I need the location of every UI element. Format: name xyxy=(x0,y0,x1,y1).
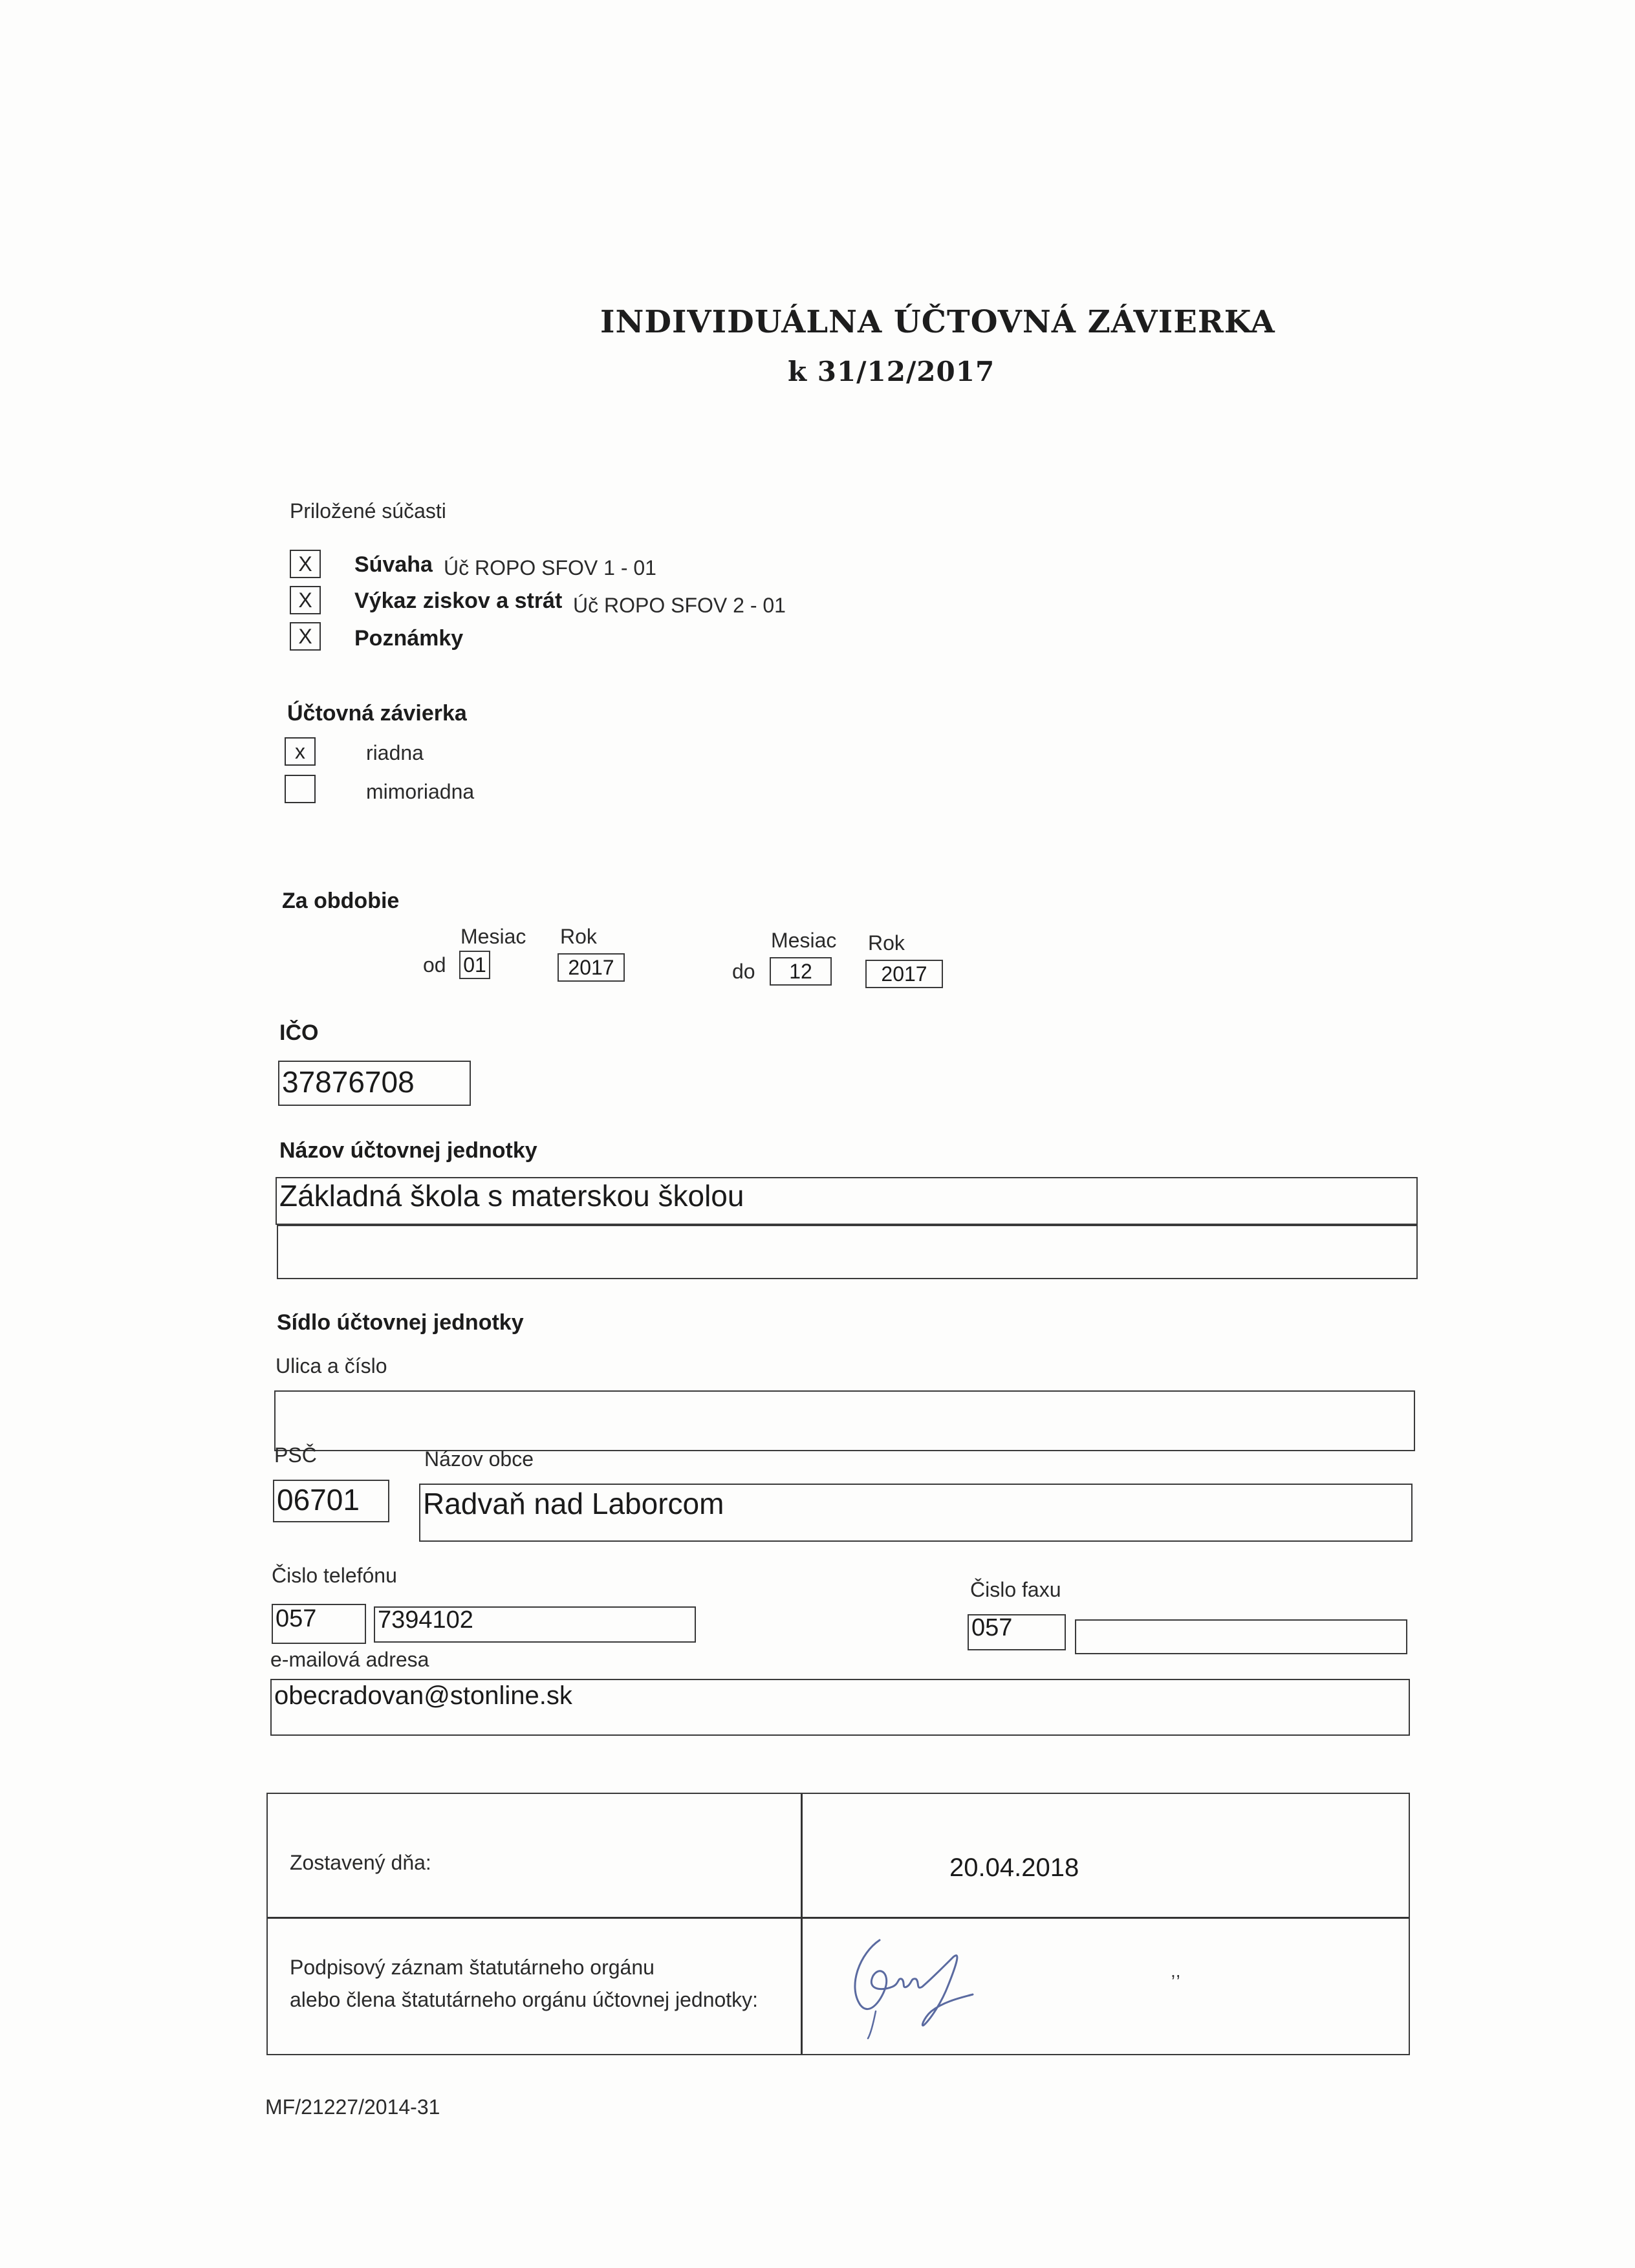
attachment-code-vykaz: Úč ROPO SFOV 2 - 01 xyxy=(573,594,786,617)
period-from-month-label: Mesiac xyxy=(460,925,526,948)
entity-name-line1-value: Základná škola s materskou školou xyxy=(279,1179,744,1213)
phone-label: Čislo telefónu xyxy=(272,1564,397,1587)
period-label: Za obdobie xyxy=(282,889,400,913)
closing-type-riadna-label: riadna xyxy=(366,741,424,764)
fax-prefix-field[interactable] xyxy=(968,1614,1066,1650)
period-to-year-field[interactable] xyxy=(865,960,943,988)
fax-number-field[interactable] xyxy=(1075,1619,1407,1654)
address-label: Sídlo účtovnej jednotky xyxy=(277,1310,524,1335)
signature-label-line2: alebo člena štatutárneho orgánu účtovnej jednotky: xyxy=(290,1988,759,2011)
attachments-label: Priložené súčasti xyxy=(290,499,446,523)
attachment-name-vykaz: Výkaz ziskov a strát xyxy=(354,589,563,613)
attachment-name-suvaha: Súvaha xyxy=(354,552,433,577)
period-to-year-label: Rok xyxy=(868,931,905,955)
closing-type-mimoriadna-label: mimoriadna xyxy=(366,780,475,803)
fax-label: Čislo faxu xyxy=(970,1578,1061,1601)
entity-name-line1-field[interactable] xyxy=(276,1177,1418,1225)
closing-type-checkbox-mimoriadna[interactable] xyxy=(285,775,316,803)
street-label: Ulica a číslo xyxy=(276,1354,387,1377)
ico-value: 37876708 xyxy=(282,1065,415,1099)
compiled-label: Zostavený dňa: xyxy=(290,1851,431,1874)
closing-type-label: Účtovná závierka xyxy=(287,701,467,726)
signature-label-line1: Podpisový záznam štatutárneho orgánu xyxy=(290,1956,655,1979)
document-date: k 31/12/2017 xyxy=(788,356,995,387)
signature-table-divider-vertical xyxy=(801,1794,803,2054)
phone-number-field[interactable] xyxy=(374,1606,696,1643)
phone-prefix-value: 057 xyxy=(276,1605,317,1632)
street-field[interactable] xyxy=(274,1390,1415,1451)
signature-mark: ,, xyxy=(1171,1961,1181,1981)
city-field[interactable] xyxy=(419,1484,1413,1542)
period-from-month-field[interactable] xyxy=(459,951,490,979)
period-from-label: od xyxy=(423,953,446,977)
email-value: obecradovan@stonline.sk xyxy=(274,1681,572,1710)
attachment-checkbox-suvaha[interactable]: X xyxy=(290,550,321,578)
compiled-date: 20.04.2018 xyxy=(949,1853,1079,1882)
signature-table-divider-horizontal xyxy=(268,1917,1409,1919)
attachment-checkbox-vykaz[interactable]: X xyxy=(290,586,321,614)
psc-value: 06701 xyxy=(277,1483,360,1517)
form-code: MF/21227/2014-31 xyxy=(265,2095,440,2119)
period-to-year-value: 2017 xyxy=(881,962,927,986)
psc-label: PSČ xyxy=(274,1443,317,1467)
period-to-month-label: Mesiac xyxy=(771,929,837,952)
city-value: Radvaň nad Laborcom xyxy=(423,1487,724,1520)
period-to-label: do xyxy=(732,960,755,983)
closing-type-checkbox-riadna[interactable]: x xyxy=(285,737,316,766)
attachment-name-poznamky: Poznámky xyxy=(354,626,464,651)
city-label: Názov obce xyxy=(424,1447,534,1471)
email-field[interactable] xyxy=(270,1679,1410,1736)
period-from-year-field[interactable] xyxy=(558,953,625,982)
ico-field[interactable] xyxy=(278,1061,471,1106)
entity-name-label: Názov účtovnej jednotky xyxy=(279,1138,537,1163)
period-to-month-value: 12 xyxy=(789,960,812,983)
phone-number-value: 7394102 xyxy=(378,1606,473,1634)
document-title: INDIVIDUÁLNA ÚČTOVNÁ ZÁVIERKA xyxy=(600,304,1275,340)
attachment-code-suvaha: Úč ROPO SFOV 1 - 01 xyxy=(444,556,656,579)
email-label: e-mailová adresa xyxy=(270,1648,429,1671)
entity-name-line2-field[interactable] xyxy=(277,1225,1418,1279)
psc-field[interactable] xyxy=(273,1480,389,1522)
ico-label: IČO xyxy=(279,1021,319,1045)
handwritten-signature xyxy=(834,1927,990,2044)
fax-prefix-value: 057 xyxy=(971,1614,1013,1641)
phone-prefix-field[interactable] xyxy=(272,1604,366,1644)
period-from-month-value: 01 xyxy=(463,953,486,977)
attachment-checkbox-poznamky[interactable]: X xyxy=(290,622,321,651)
period-from-year-value: 2017 xyxy=(568,956,614,979)
period-from-year-label: Rok xyxy=(560,925,597,948)
period-to-month-field[interactable] xyxy=(770,957,832,986)
